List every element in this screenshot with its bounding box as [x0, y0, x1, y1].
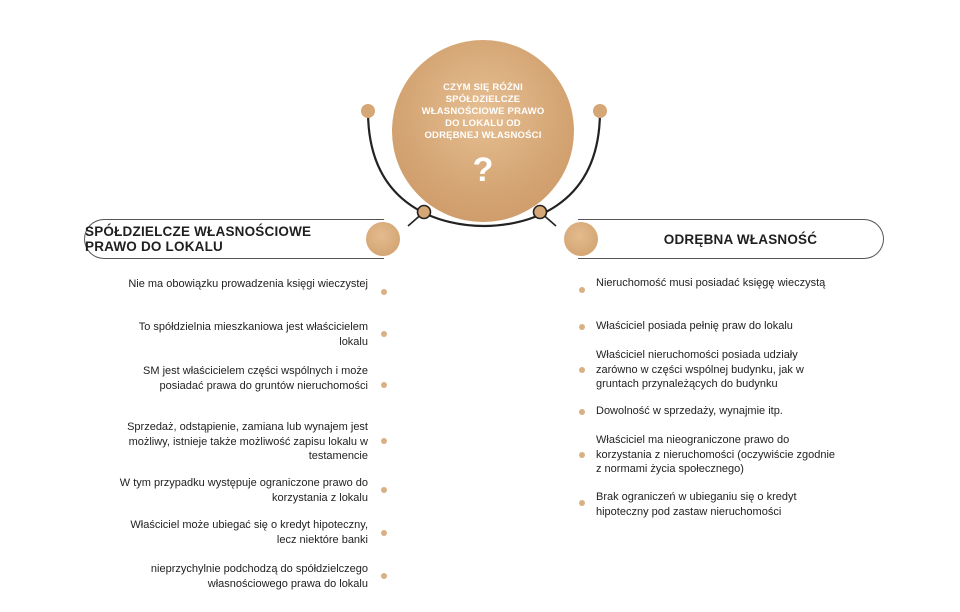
left-bullet: [381, 331, 387, 337]
left-bullet: [381, 382, 387, 388]
right-bullet: [579, 324, 585, 330]
arc-end-dot-right: [593, 104, 607, 118]
question-mark-icon: ?: [472, 151, 494, 189]
right-item: Brak ograniczeń w ubieganiu się o kredyt hipoteczny pod zastaw nieruchomości: [596, 491, 797, 518]
left-header-dot: [366, 222, 400, 256]
right-header-label: ODRĘBNA WŁASNOŚĆ: [663, 231, 818, 247]
right-bullet: [579, 500, 585, 506]
left-bullet: [381, 438, 387, 444]
left-item: W tym przypadku występuje ograniczone prawo do korzystania z lokalu: [119, 477, 368, 504]
left-header: [84, 219, 384, 259]
arc-joint-dot-left: [418, 206, 431, 219]
left-header-label: SPÓŁDZIELCZE WŁASNOŚCIOWE PRAWO DO LOKALU: [85, 224, 312, 254]
right-bullet: [579, 452, 585, 458]
right-item: Właściciel posiada pełnię praw do lokalu: [596, 320, 793, 332]
left-bullet: [381, 289, 387, 295]
right-item: Właściciel nieruchomości posiada udziały zarówno w części wspólnej budynku, jak w gruntach przynależących do budynku: [596, 349, 804, 390]
left-bullet: [381, 487, 387, 493]
right-header: [578, 219, 884, 259]
left-item: Nie ma obowiązku prowadzenia księgi wieczystej: [128, 278, 368, 290]
right-header-dot: [564, 222, 598, 256]
left-bullet: [381, 573, 387, 579]
arc-end-dot-left: [361, 104, 375, 118]
center-question-circle: [392, 40, 574, 222]
right-item: Nieruchomość musi posiadać księgę wieczystą: [596, 277, 826, 289]
left-item: nieprzychylnie podchodzą do spółdzielczego własnościowego prawa do lokalu: [150, 563, 368, 590]
left-item: SM jest właścicielem części wspólnych i może posiadać prawa do gruntów nieruchomości: [143, 365, 368, 392]
left-bullet: [381, 530, 387, 536]
right-item: Właściciel ma nieograniczone prawo do korzystania z nieruchomości (oczywiście zgodnie z normami życia społecznego): [596, 434, 836, 475]
center-title: CZYM SIĘ RÓŻNI SPÓŁDZIELCZE WŁASNOŚCIOWE PRAWO DO LOKALU OD ODRĘBNEJ WŁASNOŚCI: [421, 82, 545, 141]
right-bullet: [579, 367, 585, 373]
right-bullet: [579, 287, 585, 293]
arc-joint-dot-right: [534, 206, 547, 219]
left-item: To spółdzielnia mieszkaniowa jest właścicielem lokalu: [138, 321, 368, 348]
right-item: Dowolność w sprzedaży, wynajmie itp.: [596, 405, 783, 417]
left-item: Sprzedaż, odstąpienie, zamiana lub wynajem jest możliwy, istnieje także możliwość zapisu lokalu w testamencie: [127, 421, 368, 462]
left-item: Właściciel może ubiegać się o kredyt hipoteczny, lecz niektóre banki: [130, 519, 368, 546]
right-bullet: [579, 409, 585, 415]
